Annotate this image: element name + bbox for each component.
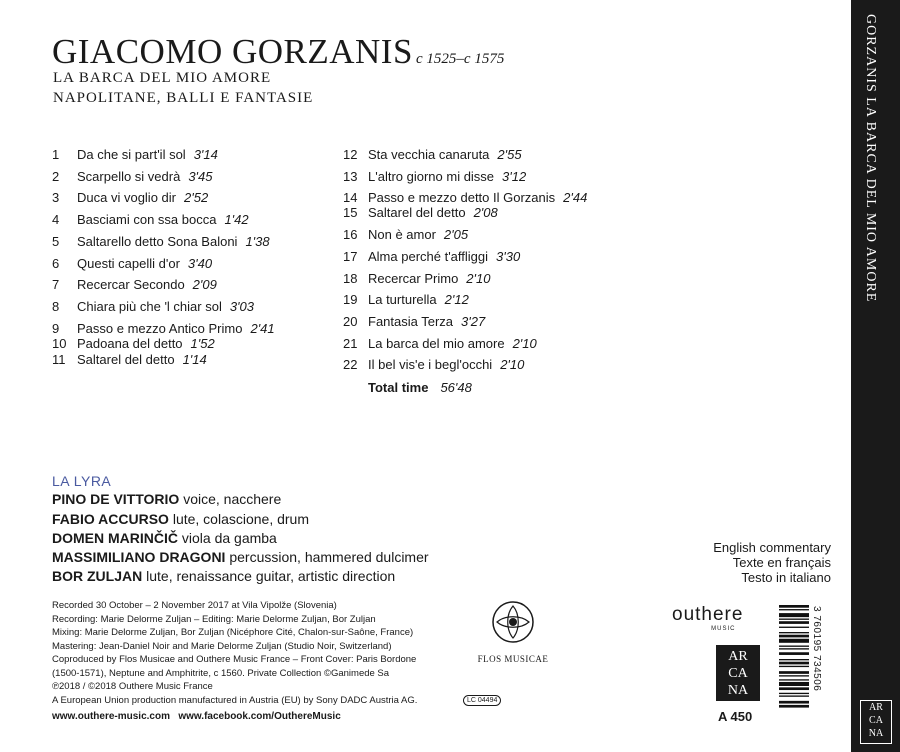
track-duration: 3'45 <box>188 169 213 184</box>
track-number: 19 <box>343 292 358 307</box>
performer-role: percussion, hammered dulcimer <box>229 549 429 565</box>
track-title: Chiara più che 'l chiar sol <box>77 299 222 314</box>
track-title: Passo e mezzo detto Il Gorzanis <box>368 190 556 205</box>
track-number: 11 <box>52 352 66 367</box>
total-time <box>368 380 472 395</box>
barcode-bar <box>779 666 809 667</box>
track-title-line <box>77 277 217 292</box>
credit-line: Coproduced by Flos Musicae and Outhere Music France – Front Cover: Paris Bordone <box>52 654 417 665</box>
track-title: Non è amor <box>368 227 436 242</box>
track-duration: 2'08 <box>473 205 498 220</box>
track-title: Sta vecchia canaruta <box>368 147 490 162</box>
track-title: Scarpello si vedrà <box>77 169 181 184</box>
track-title-line <box>368 314 485 329</box>
outhere-name: outhere <box>672 604 744 625</box>
track-duration: 2'12 <box>444 292 469 307</box>
barcode-bar <box>779 679 809 680</box>
barcode-bar <box>779 652 809 655</box>
spine-arcana-logo <box>860 700 892 744</box>
ensemble-name: LA LYRA <box>52 473 112 489</box>
track-number: 13 <box>343 169 358 184</box>
track-title-line <box>77 336 215 351</box>
barcode-bar <box>779 693 809 694</box>
track-title-line <box>77 256 212 271</box>
album-title: LA BARCA DEL MIO AMORE <box>53 70 272 86</box>
barcode-bar <box>779 613 809 617</box>
track-number: 21 <box>343 336 358 351</box>
track-title: Duca vi voglio dir <box>77 190 176 205</box>
composer-dates: c 1525–c 1575 <box>416 51 505 67</box>
performer-row <box>52 568 395 584</box>
track-title-line <box>368 205 498 220</box>
total-duration: 56'48 <box>440 380 472 395</box>
track-number: 3 <box>52 190 60 205</box>
track-title: Fantasia Terza <box>368 314 454 329</box>
barcode-bar <box>779 659 809 660</box>
performer-name: FABIO ACCURSO <box>52 511 169 527</box>
track-number: 15 <box>343 205 358 220</box>
spine-arcana-1: AR <box>869 702 883 713</box>
language-english: English commentary <box>713 540 831 555</box>
track-title: L'altro giorno mi disse <box>368 169 495 184</box>
performer-name: DOMEN MARINČIČ <box>52 530 178 546</box>
track-number: 18 <box>343 271 358 286</box>
track-title-line <box>368 190 587 205</box>
arcana-letters-2: CA <box>728 666 748 681</box>
website-facebook[interactable]: www.facebook.com/OuthereMusic <box>178 711 341 722</box>
track-title-line <box>77 190 208 205</box>
track-title: Saltarel del detto <box>77 352 175 367</box>
barcode-bars <box>777 603 813 749</box>
barcode-bar <box>779 609 809 610</box>
barcode-bar <box>779 701 809 704</box>
track-number: 8 <box>52 299 60 314</box>
track-title-line <box>368 227 468 242</box>
track-duration: 1'52 <box>190 336 215 351</box>
track-number: 6 <box>52 256 60 271</box>
barcode-bar <box>779 705 809 708</box>
track-duration: 1'14 <box>182 352 207 367</box>
track-number: 1 <box>52 147 60 162</box>
track-duration: 2'10 <box>500 357 525 372</box>
track-title: Padoana del detto <box>77 336 183 351</box>
track-title-line <box>77 321 275 336</box>
performer-name: PINO DE VITTORIO <box>52 491 180 507</box>
track-duration: 3'40 <box>187 256 213 271</box>
track-duration: 2'55 <box>497 147 522 162</box>
composer-name: GIACOMO GORZANIS <box>52 32 413 71</box>
credit-line: ℗2018 / ©2018 Outhere Music France <box>52 681 213 692</box>
spine-title: GORZANIS LA BARCA DEL MIO AMORE <box>863 14 878 303</box>
track-duration: 2'09 <box>192 277 217 292</box>
barcode-bar <box>779 648 809 649</box>
credit-line: (1500-1571), Neptune and Amphitrite, c 1560. Private Collection ©Ganimede Sa <box>52 667 390 679</box>
credit-line: Recording: Marie Delorme Zuljan – Editing: Marie Delorme Zuljan, Bor Zuljan <box>52 613 376 625</box>
flos-musicae-logo <box>478 598 548 668</box>
flos-musicae-label: FLOS MUSICAE <box>477 654 549 664</box>
barcode-bar <box>779 621 809 624</box>
barcode-bar <box>779 627 809 628</box>
websites <box>52 711 341 722</box>
barcode <box>777 602 825 750</box>
track-title-line <box>368 147 522 162</box>
performer-row <box>52 530 277 546</box>
outhere-sub: MUSIC <box>711 626 736 632</box>
language-italian: Testo in italiano <box>741 570 831 585</box>
credit-line: Recorded 30 October – 2 November 2017 at Vila Vipolže (Slovenia) <box>52 600 337 611</box>
track-title: Recercar Primo <box>368 271 459 286</box>
track-title: Passo e mezzo Antico Primo <box>77 321 243 336</box>
track-number: 4 <box>52 212 60 227</box>
credit-line: Mixing: Marie Delorme Zuljan, Bor Zuljan (Nicéphore Cité, Chalon-sur-Saône, France) <box>52 627 414 638</box>
performer-name: BOR ZULJAN <box>52 568 143 584</box>
performer-name: MASSIMILIANO DRAGONI <box>52 549 226 565</box>
track-title: Da che si part'il sol <box>77 147 186 162</box>
track-number: 20 <box>343 314 358 329</box>
track-number: 7 <box>52 277 60 292</box>
performer-role: viola da gamba <box>181 530 277 546</box>
language-french: Texte en français <box>732 555 831 570</box>
track-number: 5 <box>52 234 60 249</box>
track-title: Basciami con ssa bocca <box>77 212 217 227</box>
arcana-logo <box>716 645 760 701</box>
track-number: 12 <box>343 147 358 162</box>
performer-role: lute, renaissance guitar, artistic direction <box>146 568 396 584</box>
track-duration: 1'38 <box>245 234 270 249</box>
track-duration: 3'03 <box>229 299 254 314</box>
track-title: Alma perché t'affliggi <box>368 249 489 264</box>
track-title-line <box>368 271 490 286</box>
track-duration: 2'10 <box>512 336 537 351</box>
outhere-logo <box>672 604 744 632</box>
track-title-line <box>368 249 520 264</box>
track-duration: 3'14 <box>193 147 218 162</box>
barcode-bar <box>779 639 809 643</box>
credit-line: A European Union production manufactured in Austria (EU) by Sony DADC Austria AG. <box>52 694 418 706</box>
performer-row <box>52 491 281 507</box>
track-number: 9 <box>52 321 60 336</box>
track-number: 2 <box>52 169 60 184</box>
track-duration: 2'10 <box>466 271 491 286</box>
barcode-bar <box>779 687 809 690</box>
performer-row <box>52 511 309 527</box>
track-title: Il bel vis'e i begl'occhi <box>368 357 493 372</box>
track-number: 14 <box>343 190 358 205</box>
barcode-bar <box>779 646 809 647</box>
track-title: La turturella <box>368 292 437 307</box>
track-title: Saltarel del detto <box>368 205 466 220</box>
credit-line: Mastering: Jean-Daniel Noir and Marie Delorme Zuljan (Studio Noir, Switzerland) <box>52 640 392 652</box>
barcode-number: 3 760195 734506 <box>811 606 822 692</box>
barcode-bar <box>779 635 809 638</box>
spine-arcana-2: CA <box>869 715 883 726</box>
track-duration: 2'44 <box>563 190 588 205</box>
track-duration: 3'30 <box>496 249 521 264</box>
spine-arcana-3: NA <box>868 728 884 739</box>
album-subtitle: NAPOLITANE, BALLI E FANTASIE <box>53 90 314 106</box>
track-title-line <box>77 352 207 367</box>
barcode-bar <box>779 605 809 608</box>
performer-row <box>52 549 429 565</box>
track-duration: 1'42 <box>224 212 249 227</box>
track-title-line <box>368 357 524 372</box>
barcode-bar <box>779 675 809 676</box>
performer-role: voice, nacchere <box>183 491 282 507</box>
barcode-bar <box>779 662 809 665</box>
track-title: La barca del mio amore <box>368 336 505 351</box>
track-duration: 3'27 <box>461 314 486 329</box>
track-title-line <box>77 169 213 184</box>
barcode-bar <box>779 695 809 696</box>
total-label: Total time <box>368 380 429 395</box>
track-duration: 3'12 <box>502 169 527 184</box>
track-title-line <box>368 292 469 307</box>
track-number: 22 <box>343 357 358 372</box>
barcode-bar <box>779 619 809 620</box>
arcana-letters-1: AR <box>728 649 748 664</box>
track-number: 17 <box>343 249 358 264</box>
track-duration: 2'05 <box>443 227 469 242</box>
track-title-line <box>77 212 249 227</box>
arcana-letters-3: NA <box>727 683 749 698</box>
track-title: Saltarello detto Sona Baloni <box>77 234 238 249</box>
track-title-line <box>77 234 270 249</box>
barcode-bar <box>779 632 809 633</box>
website-outhere[interactable]: www.outhere-music.com <box>52 711 170 722</box>
flos-musicae-emblem-icon <box>478 598 548 648</box>
track-title-line <box>368 169 526 184</box>
barcode-bar <box>779 682 809 686</box>
catalog-number: A 450 <box>718 709 753 724</box>
performer-role: lute, colascione, drum <box>172 511 310 527</box>
track-title-line <box>77 299 254 314</box>
track-title: Recercar Secondo <box>77 277 185 292</box>
track-number: 10 <box>52 336 67 351</box>
track-title-line <box>368 336 537 351</box>
track-number: 16 <box>343 227 358 242</box>
barcode-bar <box>779 671 809 674</box>
track-duration: 2'52 <box>184 190 209 205</box>
track-title-line <box>77 147 218 162</box>
lc-code: LC 04494 <box>463 695 501 706</box>
track-duration: 2'41 <box>250 321 275 336</box>
track-title: Questi capelli d'or <box>77 256 180 271</box>
